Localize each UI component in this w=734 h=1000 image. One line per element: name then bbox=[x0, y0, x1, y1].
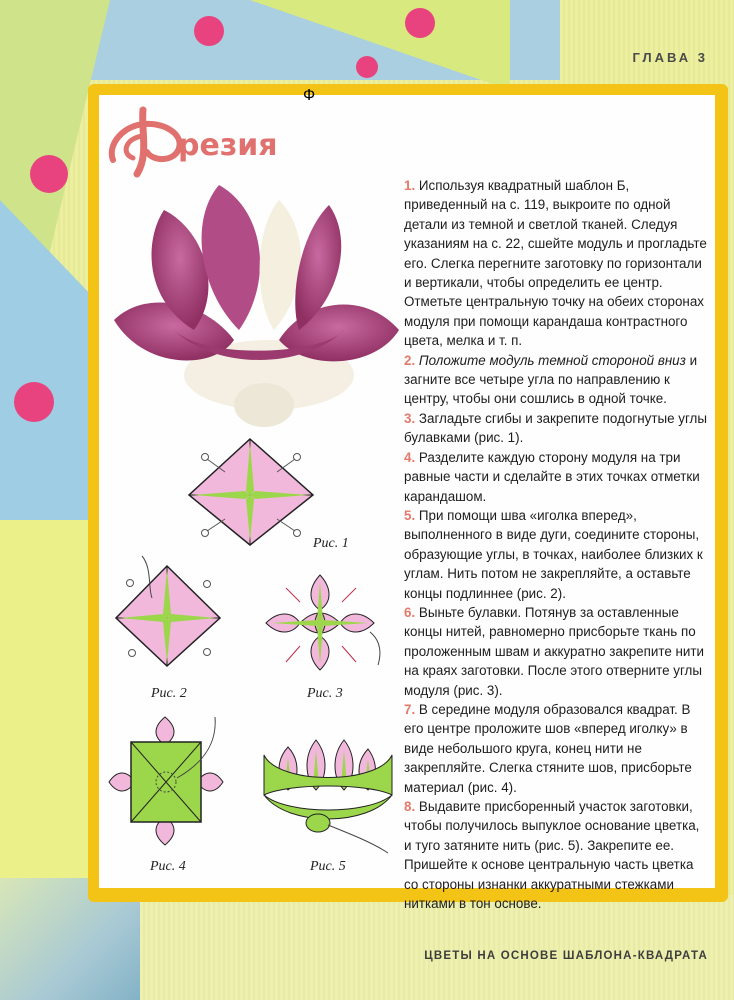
figure-2-caption: Рис. 2 bbox=[151, 686, 187, 701]
step-text: Выньте булавки. Потянув за оставленные концы нитей, равномерно присборьте ткань по проложенным швам и аккуратно закрепите нити на краях заготовки. После этого отверните углы модуля (рис. 3). bbox=[404, 604, 705, 698]
figure-4-diagram bbox=[105, 712, 235, 852]
step-1 bbox=[404, 176, 710, 351]
step-6 bbox=[404, 603, 710, 700]
decor-triangle-top bbox=[250, 0, 510, 90]
figure-3-diagram bbox=[260, 570, 390, 680]
flower-photo bbox=[104, 180, 404, 430]
step-text: и загните все четыре угла по направлению к центру, чтобы они сошлись в одной точке. bbox=[404, 352, 698, 407]
step-5 bbox=[404, 506, 710, 603]
title-initial: Ф bbox=[303, 87, 316, 104]
figure-2-diagram bbox=[112, 548, 232, 668]
figure-1-caption: Рис. 1 bbox=[313, 536, 349, 551]
step-number: 6. bbox=[404, 604, 416, 620]
page-title bbox=[103, 87, 316, 180]
step-number: 8. bbox=[404, 799, 416, 814]
figure-5-diagram bbox=[258, 735, 398, 855]
step-8 bbox=[404, 797, 710, 913]
step-2 bbox=[404, 351, 710, 409]
step-text: При помощи шва «иголка вперед», выполненного в виде дуги, соедините стороны, образующие углы, в точках, наиболее близких к углам. Нить потом не закрепляйте, а оставьте концы подлиннее (рис. 2). bbox=[404, 507, 703, 601]
step-number: 3. bbox=[404, 410, 416, 426]
figure-3-caption: Рис. 3 bbox=[307, 686, 343, 701]
step-number: 5. bbox=[404, 507, 416, 523]
footer-section-title: ЦВЕТЫ НА ОСНОВЕ ШАБЛОНА-КВАДРАТА bbox=[424, 950, 708, 962]
polka-dot bbox=[30, 155, 68, 193]
decor-yellow-left bbox=[0, 520, 95, 880]
polka-dot bbox=[356, 56, 378, 78]
polka-dot bbox=[405, 8, 435, 38]
step-text: Разделите каждую сторону модуля на три равные части и сделайте в этих точках отметки карандашом. bbox=[404, 449, 700, 504]
step-emphasis: Положите модуль темной стороной вниз bbox=[418, 352, 686, 368]
chapter-label: ГЛАВА 3 bbox=[632, 50, 708, 65]
step-text: Используя квадратный шаблон Б, приведенный на с. 119, выкроите по одной детали из темной и светлой тканей. Следуя указаниям на с. 22, сшейте модуль и прогладьте его. Слегка перегните заготовку по горизонтали и вертикали, чтобы определить ее центр. Отметьте центральную точку на обеих сторонах модуля при помощи карандаша контрастного цвета, мелка и т. п. bbox=[404, 178, 707, 349]
figure-5-caption: Рис. 5 bbox=[310, 859, 346, 874]
step-number: 2. bbox=[404, 352, 416, 368]
figure-4-caption: Рис. 4 bbox=[150, 859, 186, 874]
polka-dot bbox=[14, 382, 54, 422]
instructions-text bbox=[404, 176, 710, 913]
step-text: Выдавите присборенный участок заготовки, чтобы получилось выпуклое основание цветка, и туго затяните нить (рис. 5). Закрепите ее. Пришейте к основе центральную часть цветка со стороны изнанки аккуратными стежками нитками в тон основе. bbox=[404, 799, 700, 912]
step-text: В середине модуля образовался квадрат. В его центре проложите шов «вперед иголку» в виде небольшого круга, конец нити не закрепляйте. Слегка стяните шов, присборьте материал (рис. 4). bbox=[404, 701, 692, 795]
step-number: 4. bbox=[404, 449, 416, 465]
step-3 bbox=[404, 409, 710, 448]
step-number: 7. bbox=[404, 701, 416, 717]
title-text: резия bbox=[178, 128, 278, 163]
step-number: 1. bbox=[404, 178, 416, 193]
polka-dot bbox=[194, 16, 224, 46]
step-7 bbox=[404, 700, 710, 797]
step-text: Загладьте сгибы и закрепите подогнутые углы булавками (рис. 1). bbox=[404, 410, 707, 446]
figure-1-diagram bbox=[185, 437, 315, 547]
step-4 bbox=[404, 448, 710, 506]
